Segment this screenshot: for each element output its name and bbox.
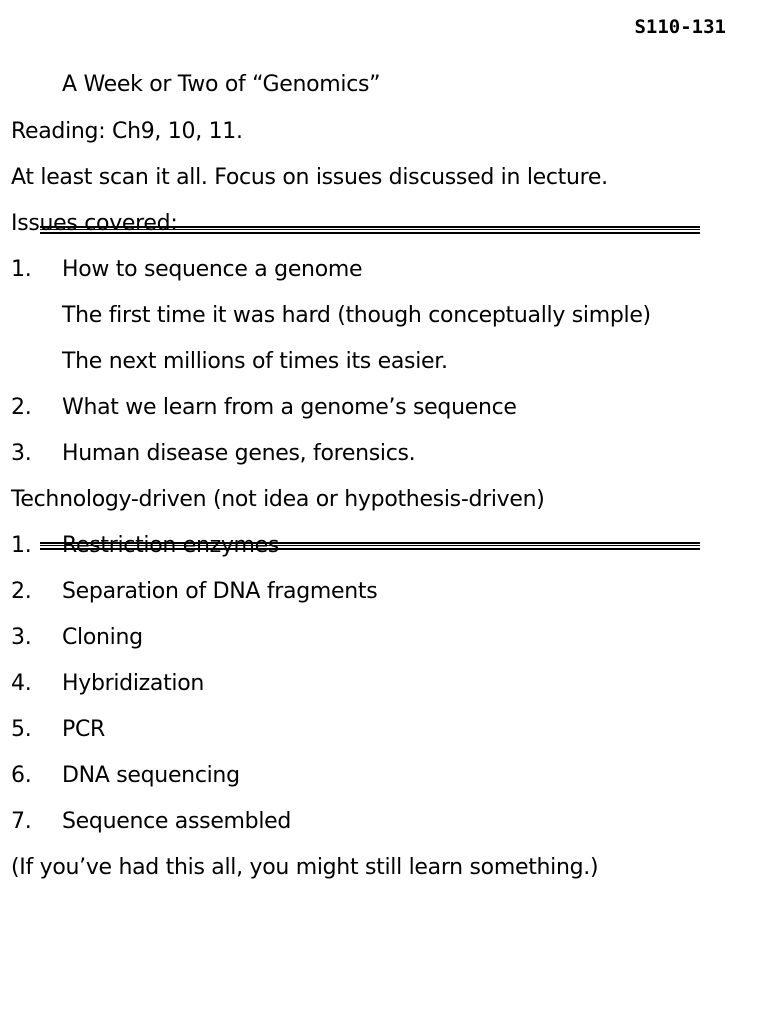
- issue-item: [11, 255, 362, 285]
- issue-item: [11, 393, 517, 423]
- item-number: 4.: [11, 671, 32, 696]
- slide-title: A Week or Two of “Genomics”: [62, 72, 381, 97]
- item-number: 1.: [11, 257, 32, 282]
- slide-id: S110-131: [634, 16, 726, 38]
- tech-item: [11, 577, 377, 607]
- tech-item: [11, 807, 291, 837]
- item-text: PCR: [62, 717, 106, 742]
- item-text: Human disease genes, forensics.: [62, 441, 416, 466]
- issues-heading: Issues covered:: [11, 211, 178, 236]
- item-number: 3.: [11, 625, 32, 650]
- item-number: 2.: [11, 579, 32, 604]
- tech-item: [11, 669, 204, 699]
- item-number: 2.: [11, 395, 32, 420]
- scan-note: At least scan it all. Focus on issues discussed in lecture.: [11, 165, 608, 190]
- issue-subitem: The first time it was hard (though conceptually simple): [62, 303, 651, 328]
- item-text: What we learn from a genome’s sequence: [62, 395, 517, 420]
- item-number: 3.: [11, 441, 32, 466]
- item-text: Sequence assembled: [62, 809, 292, 834]
- item-text: Cloning: [62, 625, 143, 650]
- item-text: DNA sequencing: [62, 763, 240, 788]
- closing-note: (If you’ve had this all, you might still learn something.): [11, 855, 599, 880]
- tech-item: [11, 715, 105, 745]
- issue-subitem: The next millions of times its easier.: [62, 349, 448, 374]
- tech-item: [11, 761, 240, 791]
- item-text: Restriction enzymes: [62, 533, 280, 558]
- item-number: 5.: [11, 717, 32, 742]
- item-number: 7.: [11, 809, 32, 834]
- tech-heading: Technology-driven (not idea or hypothesis-driven): [11, 487, 545, 512]
- item-text: Separation of DNA fragments: [62, 579, 378, 604]
- tech-item: [11, 623, 143, 653]
- item-text: Hybridization: [62, 671, 205, 696]
- issue-item: [11, 439, 415, 469]
- item-number: 1.: [11, 533, 32, 558]
- item-text: How to sequence a genome: [62, 257, 363, 282]
- double-rule: [40, 542, 700, 550]
- double-rule: [40, 226, 700, 234]
- item-number: 6.: [11, 763, 32, 788]
- reading-line: Reading: Ch9, 10, 11.: [11, 119, 243, 144]
